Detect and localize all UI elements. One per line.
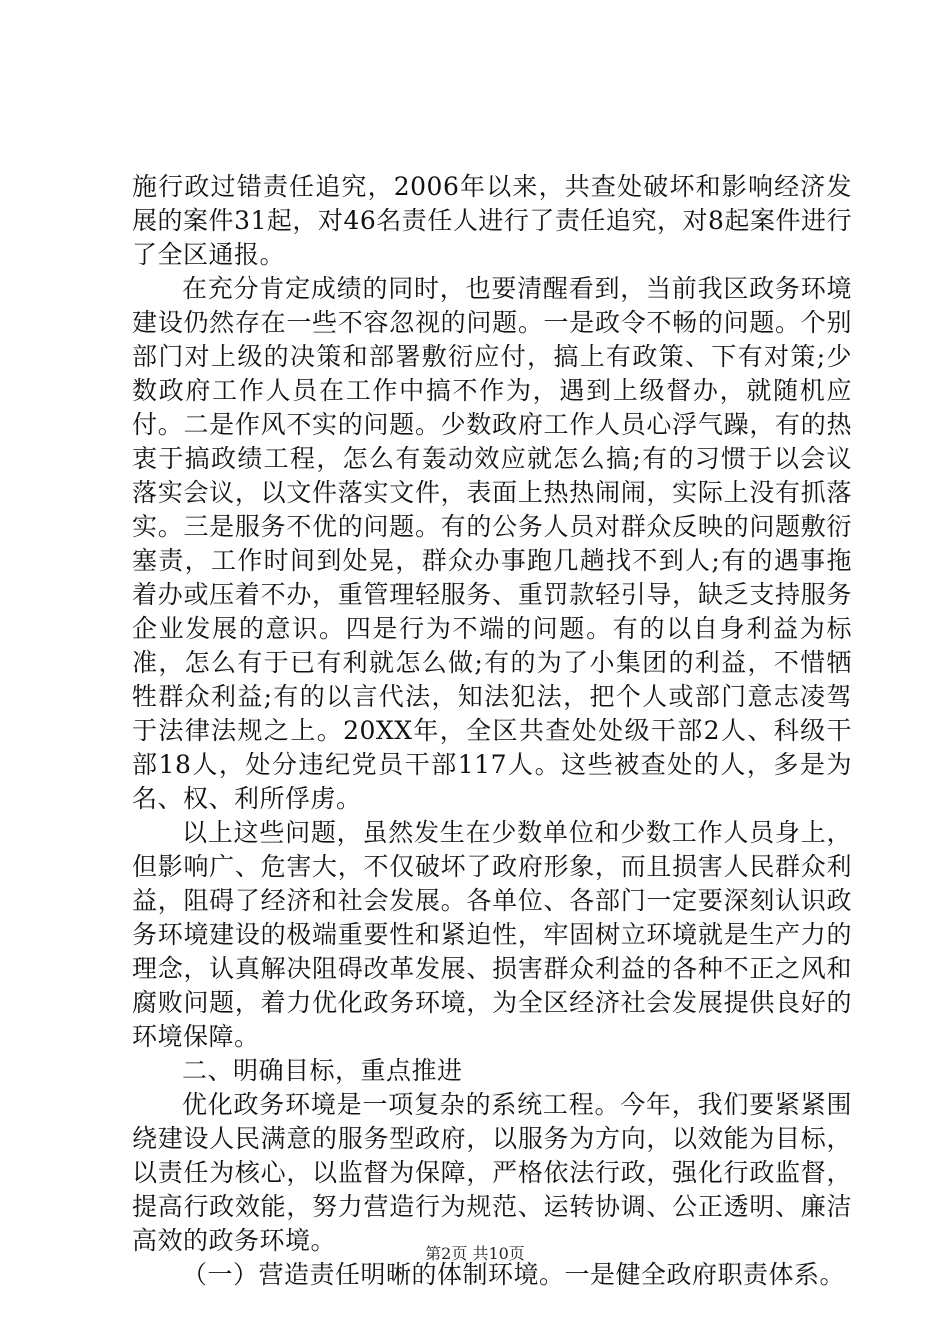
section-heading: 二、明确目标，重点推进: [182, 1056, 463, 1085]
paragraph-2: 在充分肯定成绩的同时，也要清醒看到，当前我区政务环境建设仍然存在一些不容忽视的问题。一是政令不畅的问题。个别部门对上级的决策和部署敷衍应付，搞上有政策、下有对策;少数政府工作人员在工作中搞不作为，遇到上级督办，就随机应付。二是作风不实的问题。少数政府工作人员心浮气躁，有的热衷于搞政绩工程，怎么有轰动效应就怎么搞;有的习惯于以会议落实会议，以文件落实文件，表面上热热闹闹，实际上没有抓落实。三是服务不优的问题。有的公务人员对群众反映的问题敷衍塞责，工作时间到处晃，群众办事跑几趟找不到人;有的遇事拖着办或压着不办，重管理轻服务、重罚款轻引导，缺乏支持服务企业发展的意识。四是行为不端的问题。有的以自身利益为标准，怎么有于已有利就怎么做;有的为了小集团的利益，不惜牺牲群众利益;有的以言代法，知法犯法，把个人或部门意志凌驾于法律法规之上。20XX年，全区共查处处级干部2人、科级干部18人，处分违纪党员干部117人。这些被查处的人，多是为名、权、利所俘虏。: [132, 274, 852, 813]
paragraph-3: 以上这些问题，虽然发生在少数单位和少数工作人员身上，但影响广、危害大，不仅破坏了政府形象，而且损害人民群众利益，阻碍了经济和社会发展。各单位、各部门一定要深刻认识政务环境建设的极端重要性和紧迫性，牢固树立环境就是生产力的理念，认真解决阻碍改革发展、损害群众利益的各种不正之风和腐败问题，着力优化政务环境，为全区经济社会发展提供良好的环境保障。: [132, 818, 852, 1051]
paragraph-5: （一）营造责任明晰的体制环境。一是健全政府职责体系。: [182, 1260, 846, 1289]
paragraph-4: 优化政务环境是一项复杂的系统工程。今年，我们要紧紧围绕建设人民满意的服务型政府，以服务为方向，以效能为目标，以责任为核心，以监督为保障，严格依法行政，强化行政监督，提高行政效能，努力营造行为规范、运转协调、公正透明、廉洁高效的政务环境。: [132, 1090, 852, 1255]
document-body: [132, 170, 852, 1292]
page-number-footer: 第2页 共10页: [425, 1244, 525, 1263]
paragraph-1: 施行政过错责任追究，2006年以来，共查处破坏和影响经济发展的案件31起，对46名责任人进行了责任追究，对8起案件进行了全区通报。: [132, 172, 852, 269]
